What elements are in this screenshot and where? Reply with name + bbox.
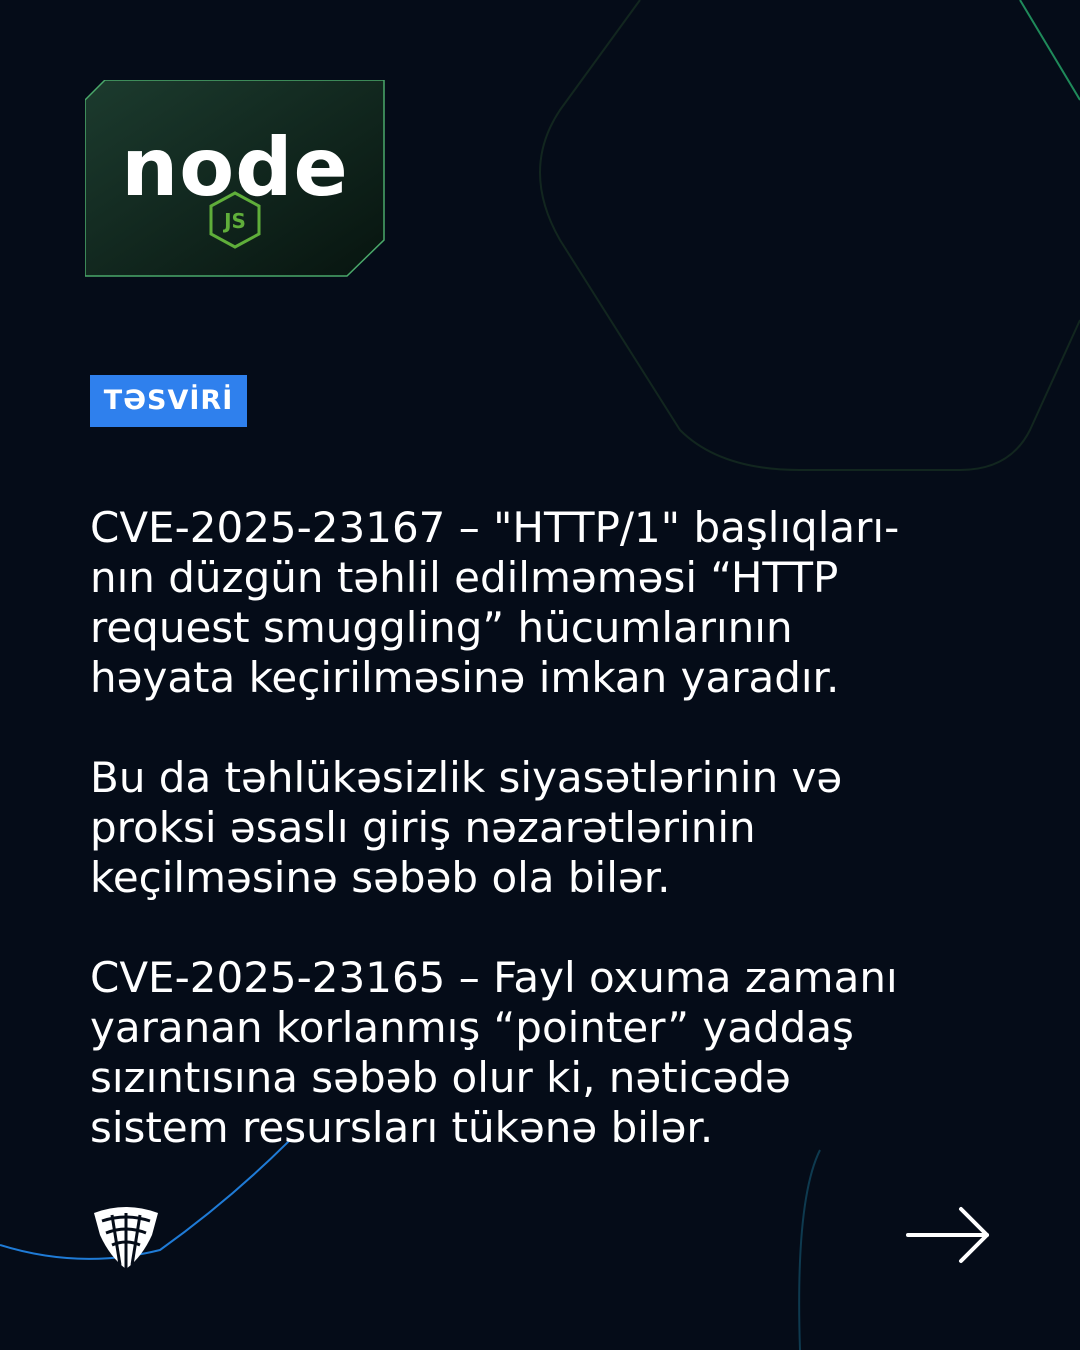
js-hexagon-icon [207, 190, 263, 250]
text-line: həyata keçirilməsinə imkan yaradır. [90, 653, 840, 702]
logo-word-text: node [121, 121, 349, 214]
arrow-right-icon[interactable] [905, 1205, 991, 1265]
paragraph-consequence [90, 753, 1010, 903]
paragraph-cve-23165 [90, 953, 1010, 1153]
text-line: nın düzgün təhlil edilməməsi “HTTP [90, 553, 839, 602]
shield-logo-icon [90, 1205, 162, 1273]
section-tag: TƏSVİRİ [90, 375, 247, 427]
text-line: request smuggling” hücumlarının [90, 603, 793, 652]
nodejs-logo [85, 80, 385, 277]
text-line: sistem resursları tükənə bilər. [90, 1103, 714, 1152]
paragraph-cve-23167 [90, 503, 1010, 703]
text-line: CVE-2025-23165 – Fayl oxuma zamanı [90, 953, 898, 1002]
text-line: keçilməsinə səbəb ola bilər. [90, 853, 671, 902]
description-text [90, 503, 1010, 1203]
logo-sub-text: JS [224, 209, 246, 233]
text-line: proksi əsaslı giriş nəzarətlərinin [90, 803, 756, 852]
text-line: Bu da təhlükəsizlik siyasətlərinin və [90, 753, 843, 802]
text-line: sızıntısına səbəb olur ki, nəticədə [90, 1053, 791, 1102]
text-line: yaranan korlanmış “pointer” yaddaş [90, 1003, 854, 1052]
text-line: CVE-2025-23167 – "HTTP/1" başlıqları- [90, 503, 900, 552]
